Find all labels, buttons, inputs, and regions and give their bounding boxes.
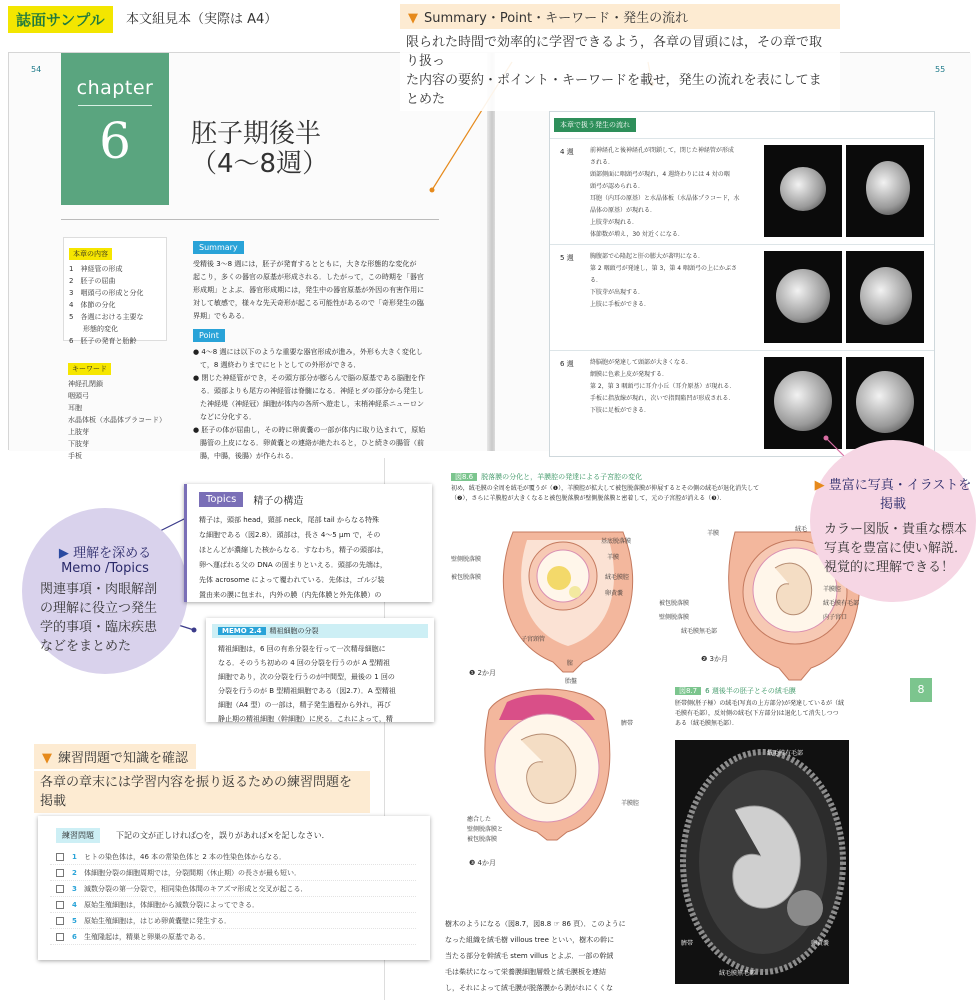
page-number-left: 54 xyxy=(31,65,42,74)
table-line: 晶体の原基）が現れる． xyxy=(590,207,657,214)
callout-exercise xyxy=(34,744,370,813)
table-line: 下肢芽が出現する． xyxy=(590,289,645,296)
callout-line: カラー図版・貴重な標本 xyxy=(824,522,968,537)
annotation: 壁側脱落膜 xyxy=(659,614,690,621)
chapter-title-line1: 胚子期後半 xyxy=(191,119,322,149)
annotation: 絨毛膜有毛部 xyxy=(823,600,860,607)
exercise-text: ヒトの染色体は，46 本の常染色体と 2 本の性染色体からなる． xyxy=(84,852,287,861)
contents-item: 形態的変化 xyxy=(69,325,118,333)
topics-header xyxy=(199,492,432,507)
annotation: 羊膜腔 xyxy=(621,800,640,807)
point-line: た神経堤（神経冠）細胞が体内の各所へ遊走し，末梢神経系ニューロン xyxy=(193,400,424,408)
exercise-label: 練習問題 xyxy=(56,828,100,843)
topics-line: な細胞である（図2.8）．頭部は，長さ 4〜5 μm で，その xyxy=(199,531,381,539)
triangle-right-icon: ▶ xyxy=(814,478,825,493)
exercise-list xyxy=(50,849,416,945)
callout-photos xyxy=(810,440,976,602)
annotation: 被包脱落膜 xyxy=(451,574,482,581)
answer-checkbox[interactable] xyxy=(56,901,64,909)
annotation: 被包脱落膜 xyxy=(467,836,498,843)
contents-item: 2 胚子の屈曲 xyxy=(69,277,116,285)
callout-photos-title-text: 豊富に写真・イラストを掲載 xyxy=(828,478,972,512)
exercise-clip xyxy=(38,816,430,960)
memo-line: 細胞であり，次の分裂を行うのが中間型，最後の 1 回の xyxy=(218,673,395,681)
table-line: る． xyxy=(590,277,603,284)
exercise-item xyxy=(50,849,416,865)
chorion-photo xyxy=(675,740,849,984)
keyword-item: 下肢芽 xyxy=(68,440,89,448)
memo-title: 精祖細胞の分裂 xyxy=(269,627,319,635)
keyword-item: 上肢芽 xyxy=(68,428,89,436)
exercise-item xyxy=(50,881,416,897)
table-line: 手板に指放線が現れ，次いで指間陥凹が形成される． xyxy=(590,395,735,402)
keyword-item: 耳胞 xyxy=(68,404,82,412)
annotation: 壁側脱落膜と xyxy=(467,826,504,833)
chapter-title-line2: （4〜8週） xyxy=(191,149,329,179)
exercise-number: 5 xyxy=(72,916,77,925)
uterus-diagram-4-months xyxy=(477,680,617,840)
page-number-right: 55 xyxy=(935,65,946,74)
contents-label: 本章の内容 xyxy=(69,248,112,260)
memo-line: なる．そのうち初めの 4 回の分裂を行うのが A 型精祖 xyxy=(218,659,391,667)
table-line: 第 2 咽頭弓が発達し，第 3，第 4 咽頭弓の上にかぶさ xyxy=(590,265,737,272)
callout-summary-body xyxy=(400,29,840,111)
figure-title: 脱落膜の分化と，羊膜腔の発達による子宮腔の変化 xyxy=(481,473,643,481)
annotation: 内子宮口 xyxy=(823,614,848,621)
summary-line: 界期」でもある． xyxy=(193,312,249,320)
keyword-label: キーワード xyxy=(68,363,111,375)
topics-clip xyxy=(184,484,432,602)
memo-line: 細胞（A4 型）の一部は，精子発生過程から外れ，再び xyxy=(218,701,391,709)
topics-line: 卵へ運ばれる父の DNA の固まりといえる．頭部の先端は， xyxy=(199,561,387,569)
figure-text-line: 毛膜有毛部），反対側の絨毛(下方部分)は退化して消失しつつ xyxy=(675,710,839,717)
memo-header xyxy=(212,624,428,638)
topics-text xyxy=(199,513,432,603)
body-line: 樹木のようになる（図8.7，図8.8 ☞ 86 頁）．このように xyxy=(445,920,626,928)
memo-line: 分裂を行うのが B 型精祖細胞である（図2.7）．A 型精祖 xyxy=(218,687,396,695)
chapter-word: chapter xyxy=(76,77,154,99)
table-line: 終脳胞が発達して頭部が大きくなる． xyxy=(590,359,693,366)
callout-line: た内容の要約・ポイント・キーワードを載せ，発生の流れを表にしてまとめた xyxy=(406,73,822,107)
table-line: 頭部側面に咽頭弓が現れ，4 週終わりには 4 対の咽 xyxy=(590,171,730,178)
keyword-item: 手板 xyxy=(68,452,82,460)
table-line: される． xyxy=(590,159,615,166)
memo-line: 精祖細胞は，6 回の有糸分裂を行って一次精母細胞に xyxy=(218,645,386,653)
sample-note: 本文組見本（実際は A4） xyxy=(126,12,278,27)
triangle-right-icon: ▶ xyxy=(58,546,69,561)
figure-8-7-header xyxy=(675,686,875,729)
exercise-text: 原始生殖細胞は，体細胞から減数分裂によってできる． xyxy=(84,900,259,909)
exercise-number: 1 xyxy=(72,852,77,861)
table-line: 上肢芽が現れる． xyxy=(590,219,639,226)
annotation: 臍帯 xyxy=(621,720,634,727)
callout-memo xyxy=(22,508,188,674)
topics-line: 置由来の膜に包まれ，内外の膜（内先体膜と外先体膜）の xyxy=(199,591,382,599)
answer-checkbox[interactable] xyxy=(56,869,64,877)
point-line: ● 4〜8 週には以下のような重要な器官形成が進み，外形も大きく変化し xyxy=(193,348,423,356)
exercise-text: 生殖隆起は，精巣と卵巣の原基である． xyxy=(84,932,210,941)
annotation: 羊膜腔 xyxy=(823,586,842,593)
exercise-item xyxy=(50,897,416,913)
table-line: 頭弓が認められる． xyxy=(590,183,645,190)
table-week: 6 週 xyxy=(560,360,574,368)
callout-exercise-title xyxy=(34,744,196,769)
point-line: 腸管の上皮になる．卵黄嚢との連絡が絶たれると，ひと続きの腸管（前 xyxy=(193,439,424,447)
summary-line: 受精後 3〜8 週には，胚子が発育するとともに，大きな形態的な変化が xyxy=(193,260,417,268)
summary-line: 形成期」とよぶ．器官形成期には，発生中の器官原基が外因の有害作用に xyxy=(193,286,425,294)
photo-label: 絨毛膜有毛部 xyxy=(767,750,804,757)
callout-line: 視覚的に理解できる！ xyxy=(824,560,955,575)
exercise-item xyxy=(50,929,416,945)
point-line: る．頭部よりも尾方の神経管は脊髄になる．神経ヒダの部分から発生し xyxy=(193,387,424,395)
body-line: 当たる部分を幹絨毛 stem villus とよぶ．一部の幹絨 xyxy=(445,952,614,960)
annotation: 基底脱落膜 xyxy=(601,538,632,545)
figure-text-line: （❷），さらに羊膜腔が大きくなると被包脱落膜が壁側脱落膜と密着して，元の子宮腔が消える（❸）． xyxy=(451,495,726,502)
callout-exercise-title-text: 練習問題で知識を確認 xyxy=(58,751,189,766)
memo-line: 静止期の精祖細胞（幹細胞）に戻る．これによって，精 xyxy=(218,715,393,723)
callout-memo-title-line: Memo /Topics xyxy=(61,561,149,576)
callout-photos-body xyxy=(824,520,976,577)
table-week: 4 週 xyxy=(560,148,574,156)
topics-label: Topics xyxy=(199,492,243,507)
callout-exercise-body: 各章の章末には学習内容を振り返るための練習問題を掲載 xyxy=(34,771,370,813)
callout-summary-title xyxy=(400,4,840,29)
annotation: 羊膜 xyxy=(607,554,620,561)
exercise-item xyxy=(50,865,416,881)
body-line: し，それによって絨毛膜が脱落膜から剥がれにくくな xyxy=(445,984,613,992)
exercise-text: 減数分裂の第一分裂で，相同染色体間のキアズマ形成と交叉が起こる． xyxy=(84,884,308,893)
exercise-text: 原始生殖細胞は，はじめ卵黄嚢壁に発生する． xyxy=(84,916,231,925)
summary-label: Summary xyxy=(193,241,244,254)
annotation: 胎盤 xyxy=(565,678,578,685)
chapter-tab: 8 xyxy=(910,678,932,702)
callout-line: の理解に役立つ発生 xyxy=(40,601,158,616)
exercise-item xyxy=(50,913,416,929)
callout-memo-title-line: 理解を深める xyxy=(73,546,152,561)
point-line: 腸，中腸，後腸）が作られる． xyxy=(193,452,298,460)
body-text xyxy=(445,916,665,996)
body-line: なった組織を絨毛樹 villous tree といい，樹木の幹に xyxy=(445,936,615,944)
exercise-number: 2 xyxy=(72,868,77,877)
contents-item: 6 胚子の発育と胎齢 xyxy=(69,337,137,345)
chapter-number: 6 xyxy=(99,112,131,170)
exercise-header xyxy=(56,828,430,843)
figure-text-line: 胚帯側(胚子極）の絨毛(写真の上方部分)が発達しているが（絨 xyxy=(675,700,845,707)
memo-label: MEMO 2.4 xyxy=(218,627,266,635)
table-line: 前神経孔と後神経孔が閉鎖して，閉じた神経管が形成 xyxy=(590,147,734,154)
callout-memo-body xyxy=(40,580,188,656)
annotation: 癒合した xyxy=(467,816,492,823)
answer-checkbox[interactable] xyxy=(56,917,64,925)
callout-line: 写真を豊富に使い解説． xyxy=(824,541,968,556)
topics-line: 先体 acrosome によって覆われている．先体は，ゴルジ装 xyxy=(199,576,385,584)
callout-summary-title-text: Summary・Point・キーワード・発生の流れ xyxy=(424,11,689,26)
triangle-down-icon: ▼ xyxy=(408,11,418,26)
photo-label: 臍帯 xyxy=(681,940,694,947)
annotation: 卵黄嚢 xyxy=(605,590,624,597)
keyword-item: 水晶体板（水晶体プラコード） xyxy=(68,416,166,424)
photo-label: 絨毛膜無毛部 xyxy=(719,970,756,977)
table-line: 体節数が増え，30 対近くになる． xyxy=(590,231,684,238)
figure-text-line: 初め，絨毛膜の全周を絨毛が覆うが（❶），羊膜腔が拡大して被包脱落膜が伸展するとその側の絨毛が退化消失して xyxy=(451,485,760,492)
table-line: 網膜に色素上皮が発現する． xyxy=(590,371,669,378)
annotation: 壁側脱落膜 xyxy=(451,556,482,563)
point-label: Point xyxy=(193,329,225,342)
figure-text-line: ある（絨毛膜無毛部）． xyxy=(675,720,739,727)
annotation: 膣 xyxy=(567,660,574,667)
annotation: 子宮頸管 xyxy=(521,636,546,643)
annotation: 羊膜 xyxy=(707,530,720,537)
annotation: 絨毛 xyxy=(795,526,808,533)
point-line: などに分化する． xyxy=(193,413,256,421)
figure-title: 6 週後半の胚子とその絨毛膜 xyxy=(705,687,796,695)
table-line: 第 2，第 3 咽頭弓に耳介小丘（耳介原基）が現れる． xyxy=(590,383,736,390)
figure-number: 図8.6 xyxy=(451,473,477,481)
table-line: 耳胞（内耳の原基）と水晶体板（水晶体プラコード，水 xyxy=(590,195,740,202)
contents-item: 1 神経管の形成 xyxy=(69,265,123,273)
summary-line: 起こり，多くの器官の原基が形成される．したがって，この時期を「器官 xyxy=(193,273,424,281)
callout-summary xyxy=(400,4,840,111)
exercise-number: 3 xyxy=(72,884,77,893)
annotation: 絨毛膜腔 xyxy=(605,574,630,581)
point-line: ● 閉じた神経管ができ，その頭方部分が膨らんで脳の原基である脳胞を作 xyxy=(193,374,426,382)
point-line: ● 胚子の体が屈曲し，その時に卵黄嚢の一部が体内に取り込まれて，原始 xyxy=(193,426,426,434)
table-week: 5 週 xyxy=(560,254,574,262)
sample-tag: 誌面サンプル xyxy=(8,6,113,33)
contents-item: 3 咽頭弓の形成と分化 xyxy=(69,289,144,297)
figure-number: 図8.7 xyxy=(675,687,701,695)
contents-item: 4 体節の分化 xyxy=(69,301,116,309)
table-header: 本章で扱う発生の流れ xyxy=(554,118,636,132)
callout-line: 限られた時間で効率的に学習できるよう，各章の冒頭には，その章で取り扱っ xyxy=(406,35,823,69)
memo-text xyxy=(218,642,434,726)
exercise-number: 6 xyxy=(72,932,77,941)
chorion-photo-image xyxy=(675,740,849,984)
annotation: 被包脱落膜 xyxy=(659,600,690,607)
figure-caption xyxy=(675,686,875,696)
exercise-instruction: 下記の文が正しければ○を，誤りがあれば×を記しなさい． xyxy=(116,831,330,840)
callout-memo-title xyxy=(22,542,188,576)
table-line: 胸腹部で心隆起と肝の膨大が著明になる． xyxy=(590,253,705,260)
annotation: 絨毛膜無毛部 xyxy=(681,628,718,635)
callout-line: 関連事項・肉眼解剖 xyxy=(40,582,158,597)
memo-clip xyxy=(206,618,434,722)
callout-photos-title xyxy=(810,474,976,512)
diagram-caption: ❸ 4か月 xyxy=(469,859,496,867)
topics-line: 精子は，頭部 head，頸部 neck，尾部 tail からなる特殊 xyxy=(199,516,379,524)
body-line: 毛は柴状になって栄養膜細胞層殻と絨毛膜板を連結 xyxy=(445,968,606,976)
table-line: 上肢に手板ができる． xyxy=(590,301,651,308)
summary-line: 対して敏感で，様々な先天奇形が起こる可能性があるので「奇形発生の臨 xyxy=(193,299,424,307)
figure-text xyxy=(675,699,875,729)
table-line: 下肢に足板ができる． xyxy=(590,407,651,414)
exercise-number: 4 xyxy=(72,900,77,909)
point-line: て，8 週終わりまでにヒトとしての外形ができる． xyxy=(193,361,361,369)
topics-line: ほとんどが濃縮した核からなる．すなわち，精子の頭部は， xyxy=(199,546,388,554)
diagram-caption: ❷ 3か月 xyxy=(701,655,728,663)
answer-checkbox[interactable] xyxy=(56,853,64,861)
keyword-item: 咽頭弓 xyxy=(68,392,89,400)
contents-item: 5 各週における主要な xyxy=(69,313,144,321)
callout-line: などをまとめた xyxy=(40,639,132,654)
triangle-down-icon: ▼ xyxy=(42,751,52,766)
exercise-text: 体細胞分裂の細胞周期では，分裂間期（休止期）の長さが最も短い． xyxy=(84,868,301,877)
callout-line: 学的事項・臨床疾患 xyxy=(40,620,158,635)
diagram-caption: ❶ 2か月 xyxy=(469,669,496,677)
answer-checkbox[interactable] xyxy=(56,885,64,893)
answer-checkbox[interactable] xyxy=(56,933,64,941)
topics-title: 精子の構造 xyxy=(253,496,304,507)
photo-label: 卵黄嚢 xyxy=(811,940,830,947)
keyword-item: 神経孔閉鎖 xyxy=(68,380,103,388)
